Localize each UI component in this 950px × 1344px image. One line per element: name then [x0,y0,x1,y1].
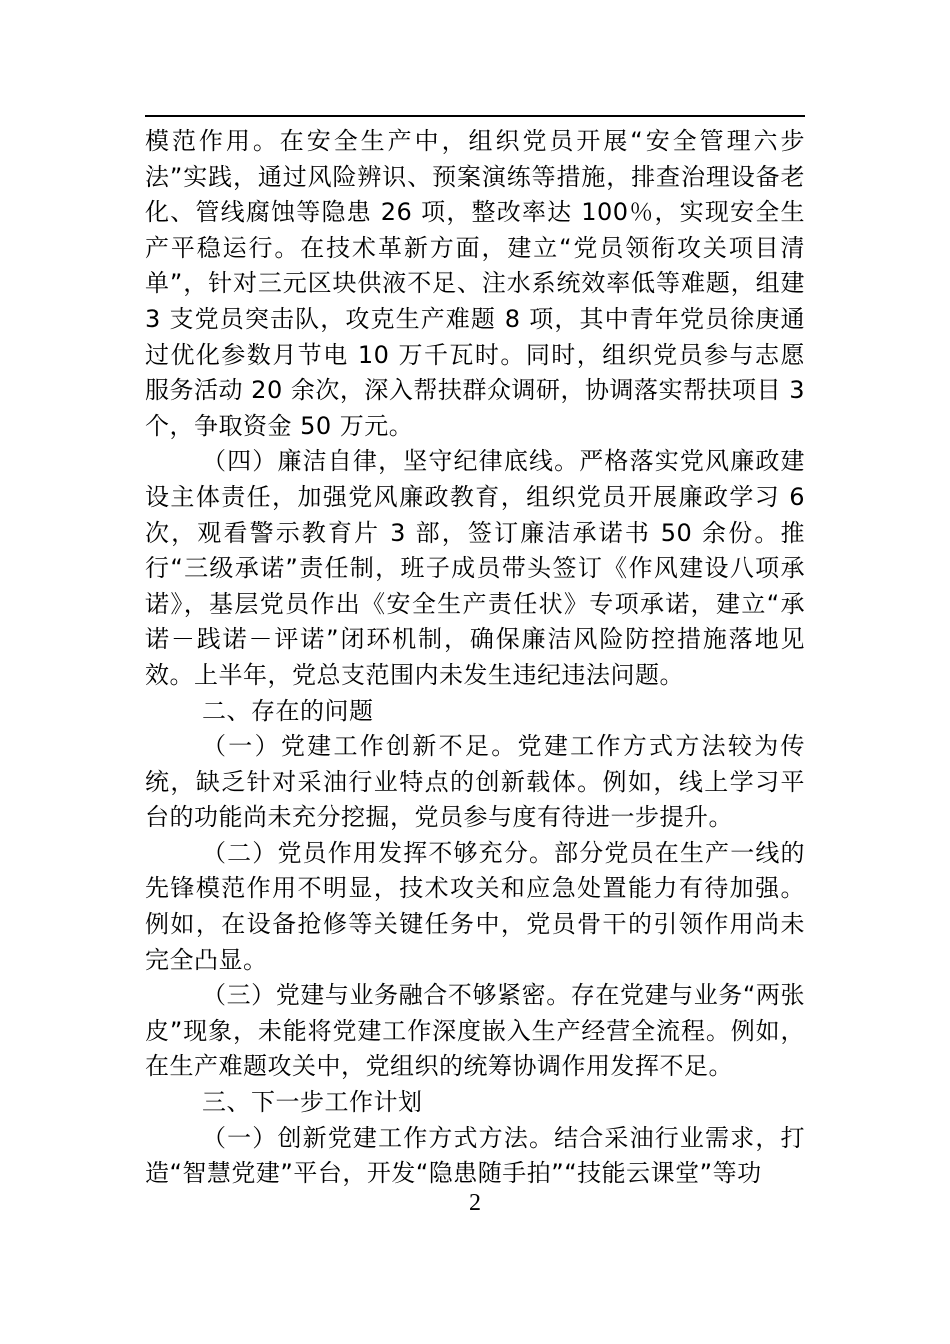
paragraph-model-role: 模范作用。在安全生产中，组织党员开展“安全管理六步法”实践，通过风险辨识、预案演练等措施，排查治理设备老化、管线腐蚀等隐患 26 项，整改率达 100％，实现安全生产平稳运行。在技术革新方面，建立“党员领衔攻关项目清单”，针对三元区块供液不足、注水系统效率低等难题，组建 3 支党员突击队，攻克生产难题 8 项，其中青年党员徐庚通过优化参数月节电 10 万千瓦时。同时，组织党员参与志愿服务活动 20 余次，深入帮扶群众调研，协调落实帮扶项目 3 个，争取资金 50 万元。 [145,127,805,440]
section-heading-next-steps: 三、下一步工作计划 [202,1088,423,1117]
header-rule [145,115,805,117]
paragraph-problem-member-role: （二）党员作用发挥不够充分。部分党员在生产一线的先锋模范作用不明显，技术攻关和应急处置能力有待加强。例如，在设备抢修等关键任务中，党员骨干的引领作用尚未完全凸显。 [145,838,805,974]
paragraph-plan-innovation: （一）创新党建工作方式方法。结合采油行业需求，打造“智慧党建”平台，开发“隐患随手拍”“技能云课堂”等功 [145,1123,805,1188]
paragraph-problem-integration: （三）党建与业务融合不够紧密。存在党建与业务“两张皮”现象，未能将党建工作深度嵌入生产经营全流程。例如，在生产难题攻关中，党组织的统筹协调作用发挥不足。 [145,981,805,1081]
document-body [145,124,805,1192]
paragraph-integrity-discipline: （四）廉洁自律，坚守纪律底线。严格落实党风廉政建设主体责任，加强党风廉政教育，组织党员开展廉政学习 6 次，观看警示教育片 3 部，签订廉洁承诺书 50 余份。推行“三级承诺”责任制，班子成员带头签订《作风建设八项承诺》，基层党员作出《安全生产责任状》专项承诺，建立“承诺－践诺－评诺”闭环机制，确保廉洁风险防控措施落地见效。上半年，党总支范围内未发生违纪违法问题。 [145,447,805,689]
section-heading-problems: 二、存在的问题 [202,696,374,725]
paragraph-problem-innovation: （一）党建工作创新不足。党建工作方式方法较为传统，缺乏针对采油行业特点的创新载体。例如，线上学习平台的功能尚未充分挖掘，党员参与度有待进一步提升。 [145,732,805,832]
page-number: 2 [469,1190,481,1216]
